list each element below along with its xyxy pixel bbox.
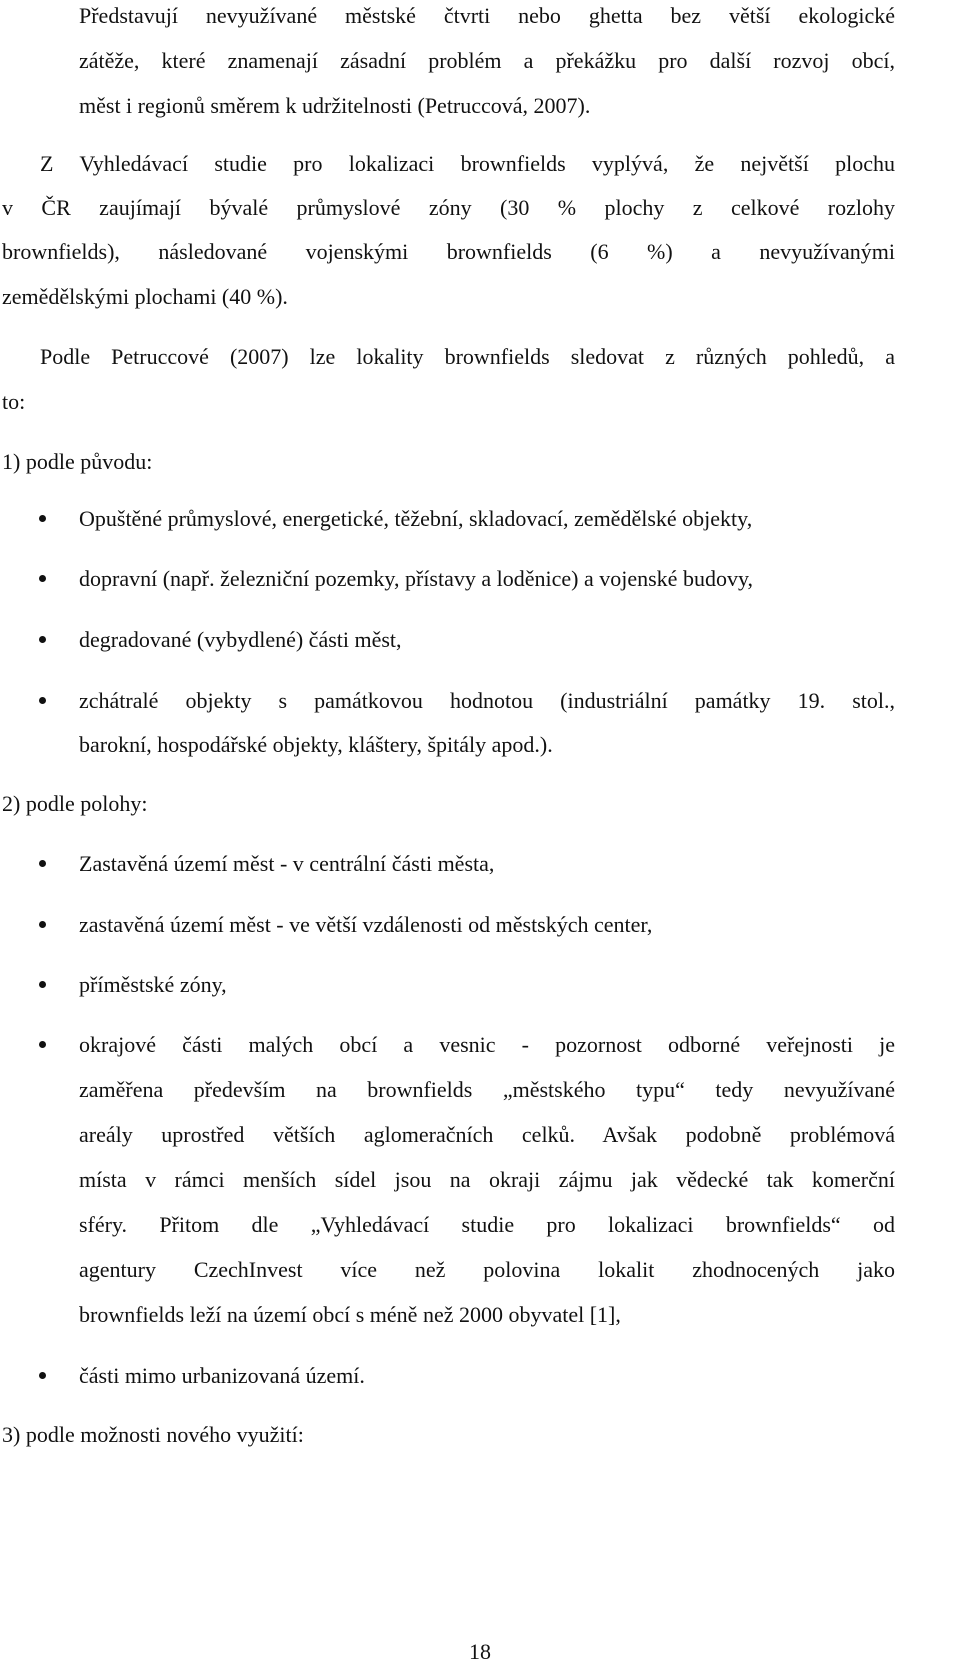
list-bullet <box>39 575 46 582</box>
section-2-heading: 2) podle polohy: <box>2 791 148 816</box>
list-item-continuation: místa v rámci menších sídel jsou na okraji zájmu jak vědecké tak komerční <box>79 1167 895 1192</box>
paragraph-2-line-2: v ČR zaujímají bývalé průmyslové zóny (30 % plochy z celkové rozlohy <box>2 195 895 220</box>
paragraph-1-line-1: Představují nevyužívané městské čtvrti nebo ghetta bez větší ekologické <box>79 3 895 28</box>
list-item: zchátralé objekty s památkovou hodnotou (industriální památky 19. stol., <box>79 688 895 713</box>
paragraph-1-line-2: zátěže, které znamenají zásadní problém a překážku pro další rozvoj obcí, <box>79 48 895 73</box>
list-item-continuation: sféry. Přitom dle „Vyhledávací studie pro lokalizaci brownfields“ od <box>79 1212 895 1237</box>
list-item: Opuštěné průmyslové, energetické, těžební, skladovací, zemědělské objekty, <box>79 506 753 531</box>
list-item: degradované (vybydlené) části měst, <box>79 627 402 652</box>
paragraph-2-line-4: zemědělskými plochami (40 %). <box>2 284 288 309</box>
paragraph-3-line-1: Podle Petruccové (2007) lze lokality brownfields sledovat z různých pohledů, a <box>40 344 895 369</box>
list-item-continuation: agentury CzechInvest více než polovina lokalit zhodnocených jako <box>79 1257 895 1282</box>
list-bullet <box>39 636 46 643</box>
page-number: 18 <box>469 1639 491 1664</box>
list-bullet <box>39 860 46 867</box>
section-3-heading: 3) podle možnosti nového využití: <box>2 1422 304 1447</box>
list-bullet <box>39 921 46 928</box>
list-item-continuation: barokní, hospodářské objekty, kláštery, špitály apod.). <box>79 732 553 757</box>
list-item: Zastavěná území měst - v centrální části města, <box>79 851 495 876</box>
paragraph-2-line-3: brownfields), následované vojenskými brownfields (6 %) a nevyužívanými <box>2 239 895 264</box>
list-item: části mimo urbanizovaná území. <box>79 1363 365 1388</box>
list-item-continuation: brownfields leží na území obcí s méně než 2000 obyvatel [1], <box>79 1302 621 1327</box>
list-item: okrajové části malých obcí a vesnic - pozornost odborné veřejnosti je <box>79 1032 895 1057</box>
paragraph-1-line-3: měst i regionů směrem k udržitelnosti (Petruccová, 2007). <box>79 93 591 118</box>
list-bullet <box>39 1372 46 1379</box>
list-item-continuation: areály uprostřed větších aglomeračních celků. Avšak podobně problémová <box>79 1122 895 1147</box>
section-1-heading: 1) podle původu: <box>2 449 153 474</box>
list-bullet <box>39 515 46 522</box>
list-bullet <box>39 1041 46 1048</box>
list-item-continuation: zaměřena především na brownfields „městského typu“ tedy nevyužívané <box>79 1077 895 1102</box>
list-item: zastavěná území měst - ve větší vzdálenosti od městských center, <box>79 912 653 937</box>
list-bullet <box>39 981 46 988</box>
paragraph-3-line-2: to: <box>2 389 26 414</box>
list-bullet <box>39 697 46 704</box>
paragraph-2-line-1: Z Vyhledávací studie pro lokalizaci brownfields vyplývá, že největší plochu <box>40 151 895 176</box>
list-item: dopravní (např. železniční pozemky, přístavy a loděnice) a vojenské budovy, <box>79 566 754 591</box>
list-item: příměstské zóny, <box>79 972 227 997</box>
